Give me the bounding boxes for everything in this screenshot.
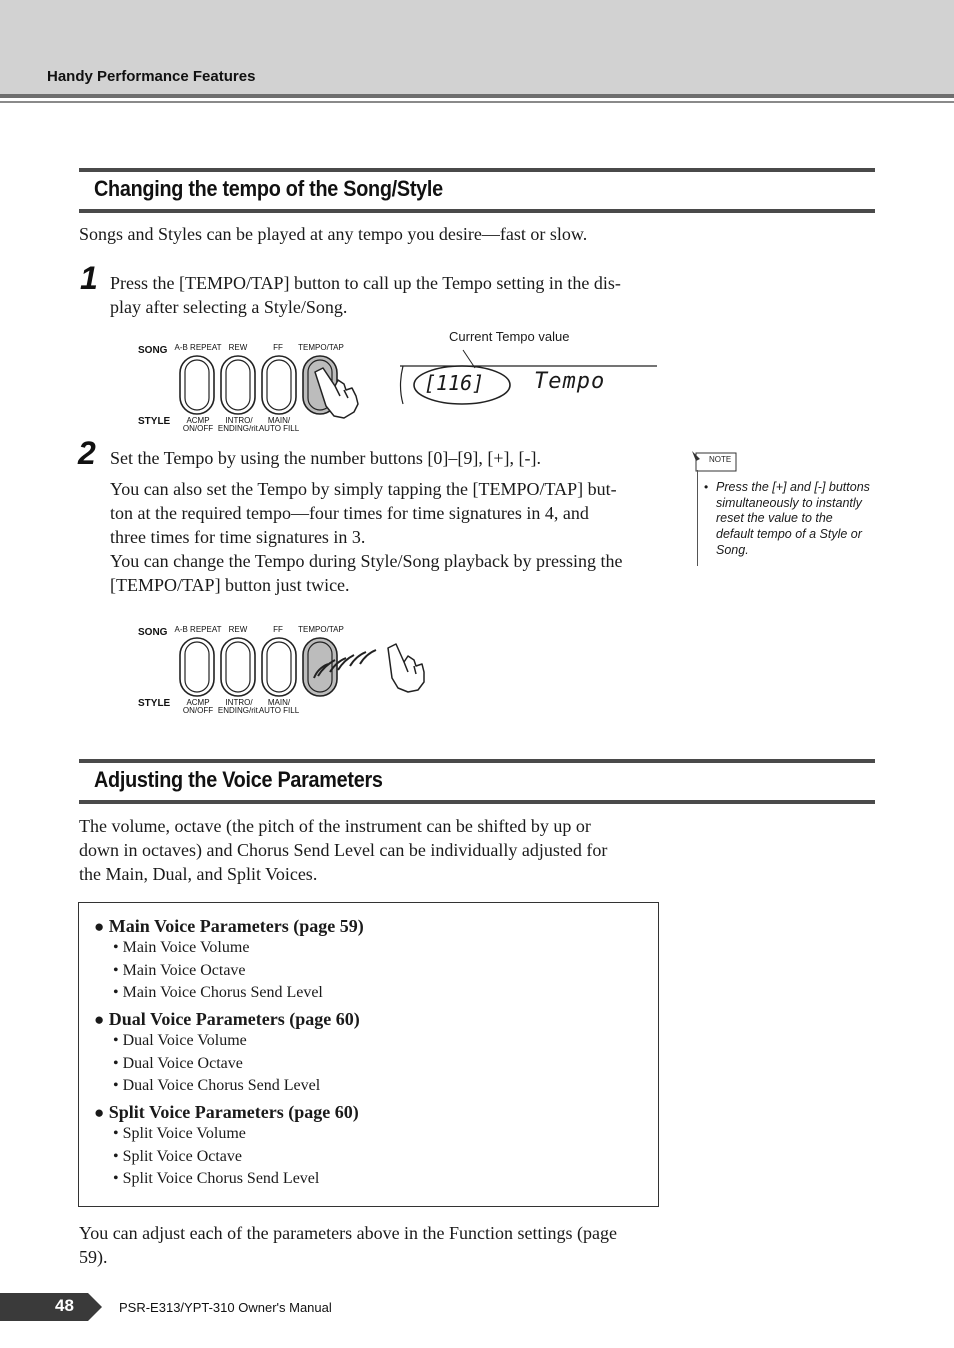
list-item: • Dual Voice Octave	[113, 1054, 243, 1072]
list-item: • Main Voice Octave	[113, 961, 246, 979]
header-rule-thin	[0, 101, 954, 103]
panel-illustration-press	[130, 340, 370, 436]
tempo-tap-label: TEMPO/TAP	[298, 625, 344, 634]
tempo-tap-label: TEMPO/TAP	[298, 343, 344, 352]
acmp-label: ACMP ON/OFF	[182, 416, 214, 433]
split-voice-group	[94, 1102, 359, 1191]
style-label: STYLE	[138, 416, 171, 427]
note-text: Press the [+] and [-] buttons simultaneously to instantly reset the value to the default tempo of a Style or Song.	[716, 480, 870, 557]
section-title-tempo: Changing the tempo of the Song/Style	[94, 176, 443, 201]
acmp-label: ACMP ON/OFF	[182, 698, 214, 715]
note-label: NOTE	[709, 455, 732, 464]
intro-ending-label: INTRO/ ENDING/rit.	[217, 698, 261, 715]
main-voice-group	[94, 916, 364, 1005]
list-item: • Dual Voice Volume	[113, 1032, 247, 1049]
style-label: STYLE	[138, 698, 171, 709]
rew-label: REW	[228, 343, 248, 352]
section-rule-top	[79, 759, 875, 763]
ab-repeat-label: A-B REPEAT	[174, 625, 222, 634]
list-item: • Split Voice Volume	[113, 1125, 246, 1142]
note-bullet: •	[704, 480, 709, 494]
step1-line2: play after selecting a Style/Song.	[110, 297, 348, 317]
list-item: • Dual Voice Chorus Send Level	[113, 1077, 321, 1094]
header-rule	[0, 94, 954, 98]
main-autofill-label: MAIN/ AUTO FILL	[258, 698, 300, 715]
step2-paragraph1: You can also set the Tempo by simply tapping the [TEMPO/TAP] but- ton at the required tempo—four times for time signatures in 4, and three times for time signatures in 3. You can change the Tempo during Style/Song playback by pressing the [TEMPO/TAP] button just twice.	[110, 479, 623, 595]
ff-label: FF	[273, 625, 283, 634]
step2-main: Set the Tempo by using the number buttons [0]–[9], [+], [-].	[110, 448, 541, 468]
list-item: • Split Voice Octave	[113, 1147, 242, 1165]
page-number: 48	[55, 1296, 74, 1315]
song-label: SONG	[138, 345, 168, 356]
step1-line1: Press the [TEMPO/TAP] button to call up the Tempo setting in the dis-	[110, 273, 621, 293]
display-caption: Current Tempo value	[449, 329, 570, 344]
running-header: Handy Performance Features	[47, 68, 256, 85]
list-item: • Main Voice Chorus Send Level	[113, 984, 323, 1001]
tempo-display-label: Tempo	[534, 369, 606, 394]
step-number-2: 2	[78, 435, 96, 471]
section-title-voice: Adjusting the Voice Parameters	[94, 767, 383, 792]
list-item: • Split Voice Chorus Send Level	[113, 1170, 320, 1187]
dual-voice-group	[94, 1009, 360, 1098]
note-rule	[697, 470, 698, 566]
tempo-intro: Songs and Styles can be played at any tempo you desire—fast or slow.	[79, 224, 588, 244]
footer-model: PSR-E313/YPT-310 Owner's Manual	[119, 1300, 332, 1315]
voice-outro: You can adjust each of the parameters above in the Function settings (page 59).	[79, 1223, 618, 1267]
section-rule-top	[79, 168, 875, 172]
main-autofill-label: MAIN/ AUTO FILL	[258, 416, 300, 433]
section-rule-bottom	[79, 800, 875, 804]
list-item: • Main Voice Volume	[113, 939, 250, 956]
voice-intro: The volume, octave (the pitch of the instrument can be shifted by up or down in octaves) and Chorus Send Level can be individually adjusted for the Main, Dual, and Split Voices.	[79, 816, 608, 884]
ab-repeat-label: A-B REPEAT	[174, 343, 222, 352]
panel-illustration-tap	[130, 622, 430, 718]
section-rule-bottom	[79, 209, 875, 213]
split-voice-title: ● Split Voice Parameters (page 60)	[94, 1102, 359, 1122]
rew-label: REW	[228, 625, 248, 634]
ff-label: FF	[273, 343, 283, 352]
step-number-1: 1	[80, 260, 98, 296]
tapping-hand-icon	[388, 644, 424, 692]
main-voice-title: ● Main Voice Parameters (page 59)	[94, 916, 364, 936]
intro-ending-label: INTRO/ ENDING/rit.	[217, 416, 261, 433]
page-number-tab	[0, 1293, 104, 1321]
dual-voice-title: ● Dual Voice Parameters (page 60)	[94, 1009, 360, 1029]
song-label: SONG	[138, 627, 168, 638]
tempo-value-readout: [116]	[424, 371, 485, 395]
